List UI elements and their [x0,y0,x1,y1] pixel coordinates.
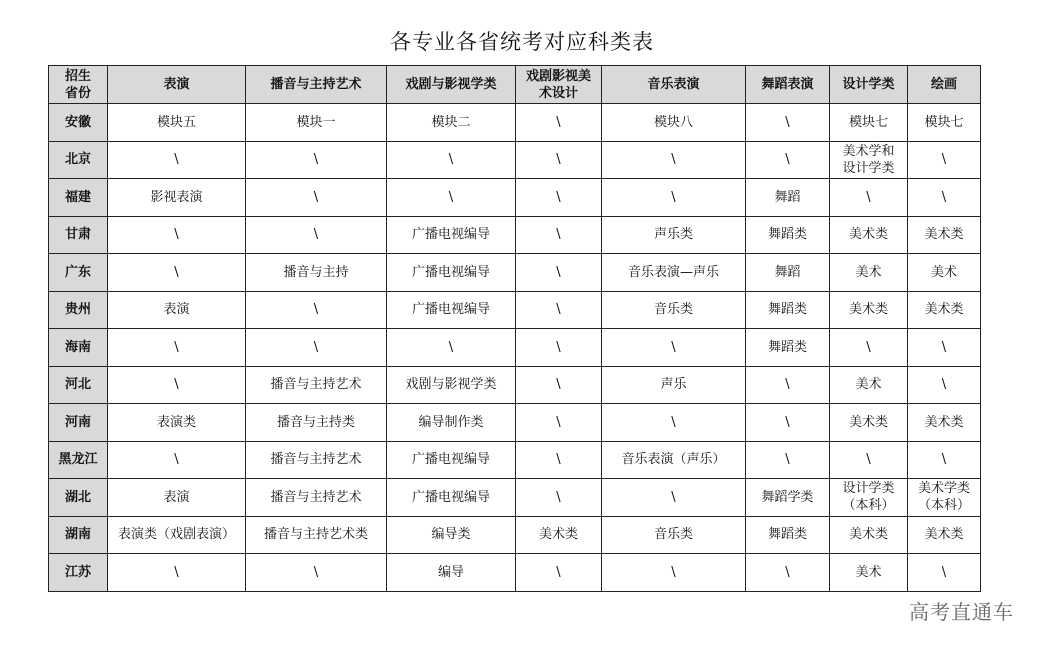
province-label: 贵州 [64,302,91,318]
cell-value: \ [556,339,561,355]
table-cell [602,291,746,329]
table-cell [746,554,830,592]
province-label: 湖北 [64,489,91,505]
cell-value: 美术 [855,377,882,393]
table-cell [516,291,602,329]
table-cell [246,254,387,292]
table-cell [908,291,981,329]
header-label: 音乐表演 [647,77,700,92]
table-row [49,216,981,254]
table-row [49,479,981,517]
header-label: 表演 [163,77,190,92]
cell-value: 声乐 [660,377,687,393]
cell-value: \ [556,227,561,243]
province-cell [49,216,108,254]
cell-value: 舞蹈类 [767,527,807,543]
cell-value: \ [448,339,454,355]
table-cell [602,441,746,479]
province-label: 河北 [64,377,91,393]
table-cell [746,141,830,179]
cell-value: 广播电视编导 [411,452,490,468]
table-cell [387,179,516,217]
cell-value: 模块一 [296,114,336,130]
table-cell [108,554,246,592]
table-cell [246,291,387,329]
table-header-row [49,66,981,104]
table-cell [602,104,746,142]
table-cell [602,329,746,367]
table-cell [602,516,746,554]
cell-value: \ [671,339,676,355]
table-row [49,291,981,329]
table-row [49,366,981,404]
table-row [49,104,981,142]
table-cell [246,554,387,592]
cell-value: 声乐类 [653,227,693,243]
table-cell [108,366,246,404]
cell-value: 播音与主持 [283,264,349,280]
table-cell [108,179,246,217]
table-cell [830,554,908,592]
header-label: 舞蹈表演 [761,77,814,92]
table-cell [516,516,602,554]
table-cell [908,441,981,479]
cell-value: 音乐类 [653,302,693,318]
cell-value: 美术类 [924,527,964,543]
cell-value: \ [785,564,790,580]
table-row [49,441,981,479]
province-cell [49,554,108,592]
page-title: 各专业各省统考对应科类表 [390,30,654,54]
cell-value: \ [671,564,676,580]
cell-value: \ [785,452,790,468]
table-cell [830,404,908,442]
header-label: 设计学类 [842,77,895,92]
table-cell [830,141,908,179]
cell-value: 舞蹈类 [767,227,807,243]
cell-value: \ [785,414,790,430]
header-cell [746,66,830,104]
table-cell [108,216,246,254]
table-cell [908,216,981,254]
table-cell [908,254,981,292]
cell-value: 舞蹈类 [767,339,807,355]
table-cell [387,141,516,179]
cell-value: 播音与主持类 [276,414,355,430]
cell-value: \ [785,377,790,393]
table-cell [908,554,981,592]
cell-value: 美术 [930,264,957,280]
cell-value: \ [556,189,561,205]
cell-value: 设计学类 （本科） [842,481,895,514]
table-cell [830,479,908,517]
cell-value: 播音与主持艺术类 [263,527,368,543]
cell-value: \ [866,339,871,355]
province-label: 湖南 [64,527,91,543]
cell-value: 影视表演 [150,189,203,205]
cell-value: 编导类 [431,527,471,543]
cell-value: \ [448,152,454,168]
cell-value: 编导制作类 [418,414,484,430]
cell-value: \ [941,152,947,168]
cell-value: 美术类 [924,414,964,430]
cell-value: 美术学类 （本科） [917,481,970,514]
cell-value: \ [174,227,179,243]
table-cell [746,291,830,329]
table-cell [108,141,246,179]
cell-value: \ [313,564,319,580]
cell-value: \ [556,564,561,580]
table-cell [246,179,387,217]
table-cell [830,254,908,292]
table-cell [746,179,830,217]
province-cell [49,104,108,142]
table-cell [246,141,387,179]
table-cell [908,141,981,179]
table-cell [516,479,602,517]
table-cell [108,329,246,367]
cell-value: 广播电视编导 [411,489,490,505]
table-cell [908,104,981,142]
header-cell [246,66,387,104]
table-cell [246,516,387,554]
province-label: 北京 [64,152,91,168]
cell-value: \ [941,564,947,580]
cell-value: \ [556,452,561,468]
table-row [49,254,981,292]
province-label: 河南 [64,414,91,430]
table-cell [246,216,387,254]
cell-value: 表演 [163,489,190,505]
cell-value: 模块二 [431,114,471,130]
table-cell [108,441,246,479]
table-cell [830,329,908,367]
table-cell [602,479,746,517]
cell-value: 表演 [163,302,190,318]
cell-value: \ [671,489,676,505]
cell-value: 播音与主持艺术 [270,377,362,393]
watermark: 高考直通车 [909,600,1014,624]
table-cell [387,291,516,329]
cell-value: 模块八 [653,114,693,130]
cell-value: 戏剧与影视学类 [405,377,497,393]
header-cell [602,66,746,104]
table-cell [602,254,746,292]
table-cell [108,516,246,554]
table-cell [387,216,516,254]
table-cell [516,329,602,367]
table-cell [908,404,981,442]
table-cell [908,179,981,217]
cell-value: 舞蹈 [774,189,801,205]
table-cell [830,366,908,404]
cell-value: \ [866,189,871,205]
cell-value: \ [448,189,454,205]
cell-value: \ [556,489,561,505]
table-cell [516,216,602,254]
cell-value: 美术学和 设计学类 [842,143,895,176]
province-label: 安徽 [64,114,91,130]
province-cell [49,404,108,442]
cell-value: \ [556,264,561,280]
cell-value: \ [941,377,947,393]
table-cell [830,179,908,217]
cell-value: 美术类 [848,414,888,430]
cell-value: 表演类 [156,414,196,430]
table-cell [246,329,387,367]
table-cell [387,104,516,142]
table-cell [246,366,387,404]
header-cell [516,66,602,104]
header-cell [908,66,981,104]
cell-value: \ [785,114,790,130]
table-cell [602,404,746,442]
table-cell [108,254,246,292]
cell-value: \ [313,227,319,243]
table-cell [602,179,746,217]
cell-value: \ [941,452,947,468]
table-cell [746,516,830,554]
table-cell [246,441,387,479]
header-cell [830,66,908,104]
cell-value: 美术类 [924,227,964,243]
province-cell [49,254,108,292]
table-cell [387,479,516,517]
header-label: 戏剧与影视学类 [405,77,497,92]
table-cell [516,366,602,404]
cell-value: 舞蹈 [774,264,801,280]
table-cell [908,516,981,554]
cell-value: 舞蹈学类 [761,489,814,505]
cell-value: 舞蹈类 [767,302,807,318]
table-cell [830,291,908,329]
cell-value: \ [556,414,561,430]
cell-value: \ [671,189,676,205]
table-cell [387,554,516,592]
table-cell [746,404,830,442]
table-row [49,141,981,179]
table-cell [908,366,981,404]
table-cell [746,216,830,254]
table-cell [246,404,387,442]
table-cell [746,366,830,404]
table-cell [746,254,830,292]
table-cell [516,104,602,142]
province-label: 海南 [64,339,91,355]
cell-value: 美术类 [848,527,888,543]
table-cell [516,554,602,592]
province-label: 福建 [64,189,91,205]
table-cell [246,104,387,142]
table-cell [602,141,746,179]
cell-value: \ [174,452,179,468]
table-cell [746,479,830,517]
cell-value: \ [556,114,561,130]
cell-value: 广播电视编导 [411,227,490,243]
province-cell [49,366,108,404]
table-cell [387,254,516,292]
table-cell [516,404,602,442]
cell-value: 音乐类 [653,527,693,543]
table-cell [602,216,746,254]
cell-value: 美术类 [848,302,888,318]
cell-value: 模块五 [156,114,196,130]
cell-value: \ [174,377,179,393]
table-cell [830,216,908,254]
cell-value: \ [313,339,319,355]
province-cell [49,141,108,179]
cell-value: 美术类 [848,227,888,243]
cell-value: 表演类（戏剧表演） [117,527,235,543]
cell-value: \ [174,264,179,280]
cell-value: 播音与主持艺术 [270,489,362,505]
cell-value: \ [174,564,179,580]
subject-mapping-table [48,65,981,592]
header-label: 播音与主持艺术 [270,77,362,92]
cell-value: 音乐表演（声乐） [621,452,726,468]
table-cell [516,254,602,292]
table-row [49,329,981,367]
header-cell [49,66,108,104]
table-cell [830,104,908,142]
table-cell [387,516,516,554]
cell-value: 美术 [855,264,882,280]
table-cell [746,329,830,367]
cell-value: \ [313,189,319,205]
header-cell [108,66,246,104]
province-label: 江苏 [64,564,91,580]
province-cell [49,179,108,217]
header-label: 绘画 [930,77,957,92]
cell-value: 美术类 [924,302,964,318]
cell-value: \ [671,152,676,168]
cell-value: \ [556,302,561,318]
cell-value: \ [866,452,871,468]
cell-value: 模块七 [848,114,888,130]
cell-value: 广播电视编导 [411,264,490,280]
table-cell [108,291,246,329]
province-cell [49,516,108,554]
table-cell [908,329,981,367]
table-cell [387,329,516,367]
table-cell [602,554,746,592]
table-cell [746,441,830,479]
cell-value: \ [941,339,947,355]
header-cell [387,66,516,104]
table-cell [387,404,516,442]
cell-value: 美术类 [538,527,578,543]
header-label: 戏剧影视美 术设计 [525,68,591,101]
cell-value: 播音与主持艺术 [270,452,362,468]
province-label: 甘肃 [64,227,91,243]
cell-value: \ [313,302,319,318]
header-label: 招生 省份 [64,68,91,101]
province-cell [49,329,108,367]
table-cell [516,441,602,479]
province-cell [49,291,108,329]
cell-value: 音乐表演—声乐 [627,264,719,280]
table-cell [108,404,246,442]
table-cell [830,516,908,554]
table-cell [908,479,981,517]
cell-value: 模块七 [924,114,964,130]
table-cell [516,179,602,217]
cell-value: \ [941,189,947,205]
table-cell [108,104,246,142]
table-cell [746,104,830,142]
table-cell [108,479,246,517]
cell-value: \ [556,152,561,168]
table-cell [246,479,387,517]
province-label: 广东 [64,264,91,280]
province-label: 黑龙江 [58,452,98,468]
cell-value: \ [174,152,179,168]
cell-value: \ [313,152,319,168]
table-cell [387,441,516,479]
table-cell [602,366,746,404]
cell-value: 编导 [437,564,464,580]
cell-value: \ [174,339,179,355]
cell-value: 广播电视编导 [411,302,490,318]
table-row [49,404,981,442]
cell-value: \ [671,414,676,430]
table-row [49,179,981,217]
cell-value: \ [785,152,790,168]
table-cell [516,141,602,179]
table-cell [387,366,516,404]
table-row [49,516,981,554]
province-cell [49,441,108,479]
table-cell [830,441,908,479]
province-cell [49,479,108,517]
cell-value: 美术 [855,564,882,580]
cell-value: \ [556,377,561,393]
table-row [49,554,981,592]
